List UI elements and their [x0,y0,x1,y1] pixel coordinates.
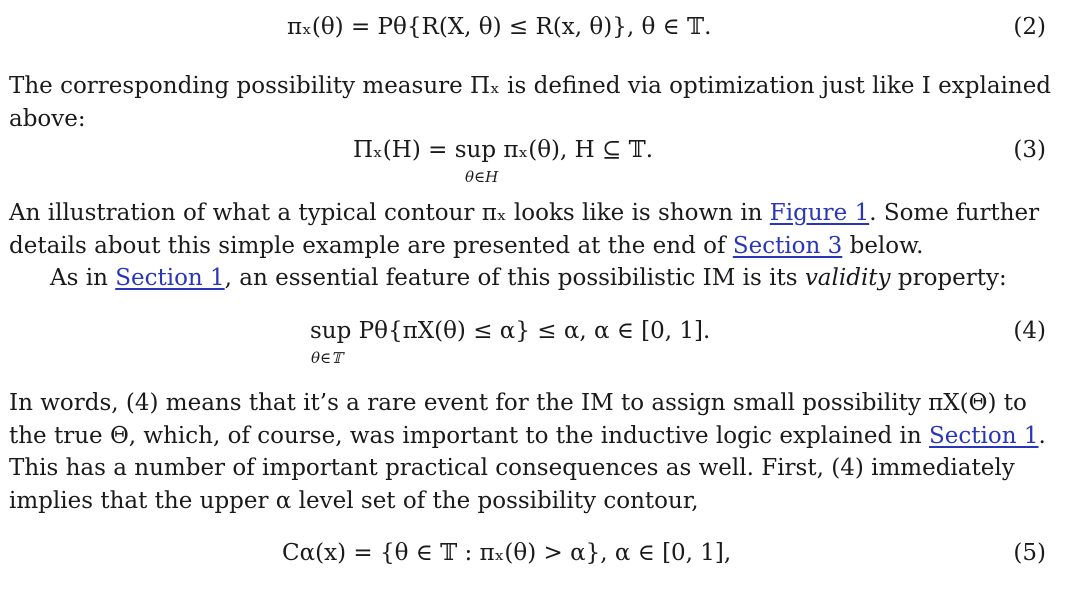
equation-3 [0,137,1080,187]
equation-3-body: Πₓ(H) = sup πₓ(θ), H ⊆ 𝕋. [353,137,654,163]
text-line: implies that the upper α level set of the possibility contour, [9,487,699,514]
section-1-link[interactable]: Section 1 [929,422,1039,449]
equation-5-number: (5) [1013,540,1046,566]
paragraph-possibility-measure [9,70,1052,135]
equation-2-body: πₓ(θ) = Pθ{R(X, θ) ≤ R(x, θ)}, θ ∈ 𝕋. [287,14,712,40]
text-span: . [1038,422,1046,449]
text-span: below. [842,232,924,259]
figure-1-link[interactable]: Figure 1 [769,200,870,226]
paragraph-validity-consequences [9,387,1049,517]
text-span: . Some further [869,200,1040,226]
equation-4-body: sup Pθ{πX(θ) ≤ α} ≤ α, α ∈ [0, 1]. [310,318,711,344]
equation-4-number: (4) [1013,318,1046,344]
text-span: the true Θ, which, of course, was important to the inductive logic explained in [9,422,930,449]
equation-4 [0,318,1080,368]
text-line: This has a number of important practical consequences as well. First, (4) immediately [9,455,1015,481]
text-line: The corresponding possibility measure Πₓ is defined via optimization just like I explained [9,73,1052,99]
text-span: As in [50,265,116,291]
equation-5-body: Cα(x) = {θ ∈ 𝕋 : πₓ(θ) > α}, α ∈ [0, 1], [282,540,732,566]
equation-2-number: (2) [1013,14,1046,40]
text-span: An illustration of what a typical contour πₓ looks like is shown in [9,200,770,226]
text-span: , an essential feature of this possibilistic IM is its [224,265,805,291]
equation-3-subscript: θ∈H [465,168,499,186]
equation-3-number: (3) [1013,137,1046,163]
text-span: property: [890,265,1007,291]
text-line [9,230,1049,263]
equation-4-subscript: θ∈𝕋 [311,349,343,367]
section-3-link[interactable]: Section 3 [732,232,843,259]
text-line: above: [9,105,86,132]
text-line [9,420,1049,453]
section-1-link[interactable]: Section 1 [115,265,225,291]
paragraph-illustration [9,197,1049,295]
text-span: details about this simple example are presented at the end of [9,232,733,259]
text-line [9,197,1049,230]
text-line [9,262,1049,295]
validity-emphasis: validity [804,265,891,291]
text-line: In words, (4) means that it’s a rare event for the IM to assign small possibility πX(Θ) to [9,390,1027,416]
